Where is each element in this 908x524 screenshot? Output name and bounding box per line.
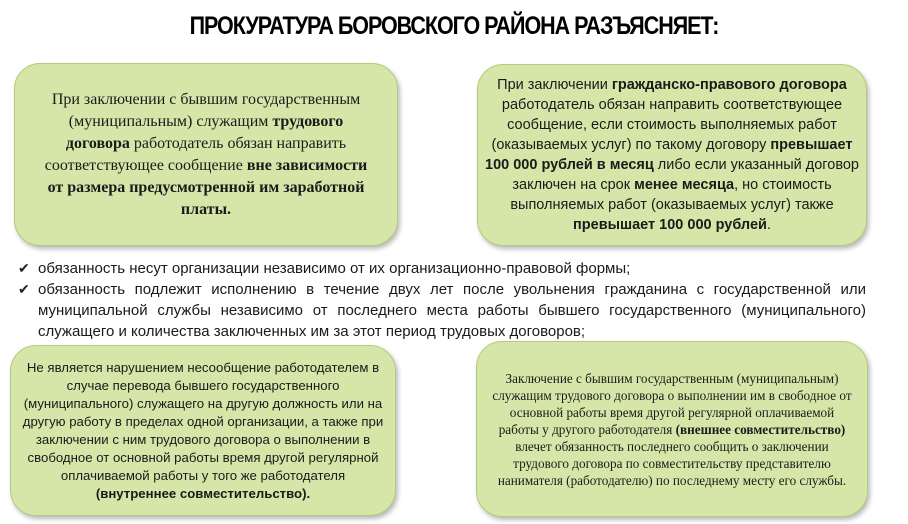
info-box-employment-contract xyxy=(14,63,398,246)
info-box-external-part-time xyxy=(476,341,868,517)
checkmark-icon: ✔ xyxy=(18,260,30,276)
page-title: ПРОКУРАТУРА БОРОВСКОГО РАЙОНА РАЗЪЯСНЯЕТ: xyxy=(189,12,719,40)
info-box-text: При заключении гражданско-правового договора работодатель обязан направить соответствующее сообщение, если стоимость выполняемых работ (оказываемых услуг) по такому договору превышает 100 000 рублей в месяц либо если указанный договор заключен на срок менее месяца, но стоимость выполняемых работ (оказываемых услуг) также превышает 100 000 рублей. xyxy=(485,77,859,233)
info-box-text: Заключение с бывшим государственным (муниципальным) служащим трудового договора о выполнении им в свободное от основной работы время другой регулярной оплачиваемой работы у другого работодателя (внешнее совместительство) влечет обязанность последнего сообщить о заключении трудового договора по совместительству представителю нанимателя (работодателю) по последнему месту его службы. xyxy=(492,370,852,488)
info-box-civil-contract xyxy=(477,64,867,246)
info-box-text: При заключении с бывшим государственным (муниципальным) служащим трудового договора работодатель обязан направить соответствующее сообщение вне зависимости от размера предусмотренной им заработной платы. xyxy=(44,90,368,218)
list-item: ✔ обязанность подлежит исполнению в течение двух лет после увольнения гражданина с государственной или муниципальной службы независимо от последнего места работы бывшего государственного (муниципального) служащего и количества заключенных им за этот период трудовых договоров; xyxy=(18,281,866,340)
list-item: ✔ обязанность несут организации независимо от их организационно-правовой формы; xyxy=(18,260,631,277)
info-box-internal-part-time xyxy=(10,345,396,516)
bullet-list xyxy=(14,258,866,342)
checkmark-icon: ✔ xyxy=(18,281,30,297)
info-box-text: Не является нарушением несообщение работодателем в случае перевода бывшего государственного (муниципального) служащего на другую должность или на другую работу в пределах одной организации, а также при заключении с ним трудового договора о выполнении в свободное от основной работы время другой регулярной оплачиваемой работы у того же работодателя (внутреннее совместительство). xyxy=(22,359,384,501)
